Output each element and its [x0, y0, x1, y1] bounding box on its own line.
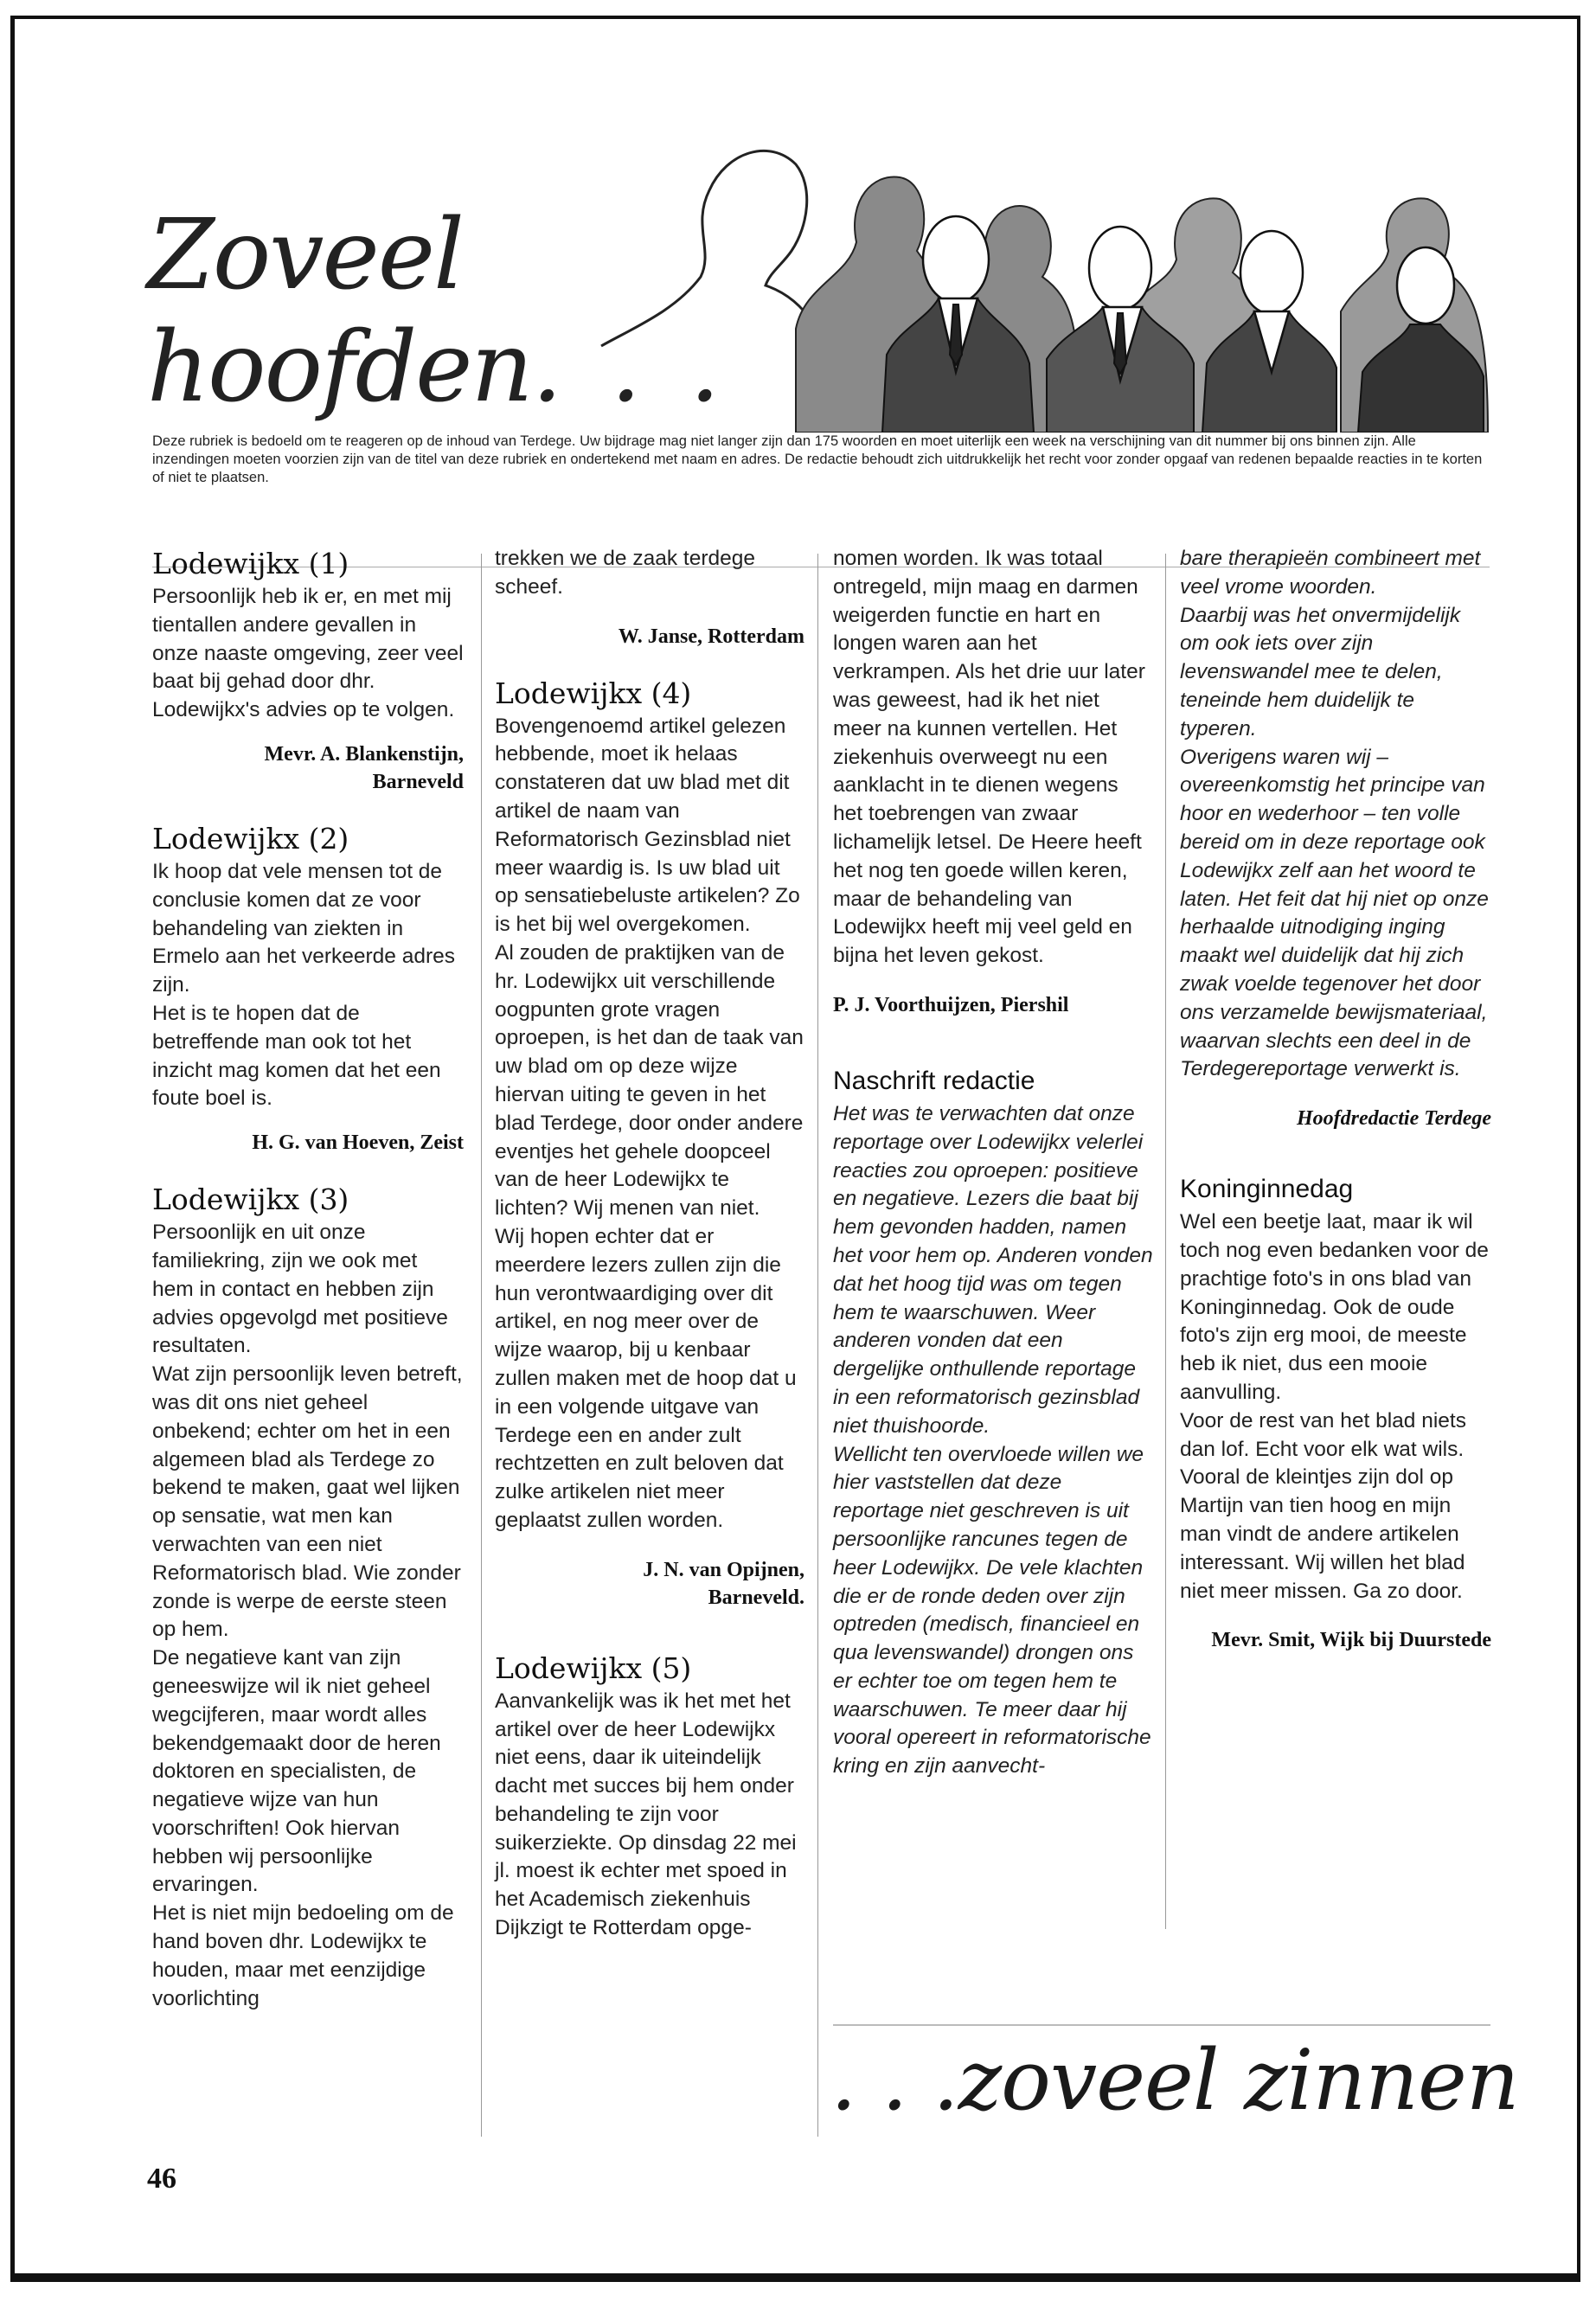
koninginnedag-body: Wel een beetje laat, maar ik wil toch nog even bedanken voor de prachtige foto's in ons blad van Koninginnedag. Ook de oude foto's zijn erg mooi, de meeste heb ik niet, dus een mooie aanvulling. Voor de rest van het blad niets dan lof. Echt voor elk wat wils. Vooral de kleintjes zijn dol op Martijn van tien hoog en mijn man vindt de andere artikelen interessant. Wij willen het blad niet meer missen. Ga zo door.: [1180, 1210, 1489, 1603]
naschrift-signature: Hoofdredactie Terdege: [1296, 1107, 1491, 1131]
letter-2-body: Ik hoop dat vele mensen tot de conclusie komen dat ze voor behandeling van ziekten in Ermelo aan het verkeerde adres zijn. Het is te hopen dat de betreffende man ook tot het inzicht mag komen dat het een foute boel is.: [152, 859, 455, 1111]
column-3: [833, 545, 1153, 1781]
letter-4-heading: Lodewijkx (4): [495, 676, 692, 710]
column-1: [152, 545, 464, 2013]
letter-3-heading: Lodewijkx (3): [152, 1183, 349, 1217]
letter-1-signature: Mevr. A. Blankenstijn, Barneveld: [264, 742, 464, 793]
letter-1-heading: Lodewijkx (1): [152, 547, 349, 580]
column-divider-2: [817, 554, 818, 2137]
letter-3-body-part-1: Persoonlijk en uit onze familiekring, zijn we ook met hem in contact en hebben zijn advies opgevolgd met positieve resultaten. Wat zijn persoonlijk leven betreft, was dit ons niet geheel onbekend; echter om het in een algemeen blad als Terdege zo bekend te maken, gaat wel lijken op sensatie, wat men kan verwachten van een niet Reformatorisch blad. Wie zonder zonde is werpe de eerste steen op hem. De negatieve kant van zijn geneeswijze wil ik niet geheel wegcijferen, maar wordt alles bekendgemaakt door de heren doktoren en specialisten, de negatieve wijze van hun voorschriften! Ook hiervan hebben wij persoonlijke ervaringen. Het is niet mijn bedoeling om de hand boven dhr. Lodewijkx te houden, maar met eenzijdige voorlichting: [152, 1221, 463, 2010]
letter-4-body: Bovengenoemd artikel gelezen hebbende, moet ik helaas constateren dat uw blad met dit artikel de naam van Reformatorisch Gezinsblad niet meer waardig is. Is uw blad uit op sensatiebeluste artikelen? Zo is het bij wel overgekomen. Al zouden de praktijken van de hr. Lodewijkx uit verschillende oogpunten grote vragen oproepen, is het dan de taak van uw blad om op deze wijze hiervan uiting te geven in het blad Terdege, door onder andere eventjes het gehele doopceel van de heer Lodewijkx te lichten? Wij menen van niet. Wij hopen echter dat er meerdere lezers zullen zijn die hun verontwaardiging over dit artikel, en nog meer over de wijze waarop, bij u kenbaar zullen maken met de hoop dat u in een volgende uitgave van Terdege een en ander zult rechtzetten en zult beloven dat zulke artikelen niet meer geplaatst zullen worden.: [495, 714, 804, 1532]
koninginnedag-signature: Mevr. Smit, Wijk bij Duurstede: [1211, 1629, 1491, 1652]
letter-2-signature: H. G. van Hoeven, Zeist: [252, 1131, 464, 1155]
letter-3-signature: W. Janse, Rotterdam: [618, 625, 804, 648]
footer-slogan: . . .zoveel zinnen: [830, 2032, 1519, 2129]
column-divider-1: [481, 554, 482, 2137]
column-2: [495, 545, 804, 1943]
letter-1-body: Persoonlijk heb ik er, en met mij tientallen andere gevallen in onze naaste omgeving, zeer veel baat bij gehad door dhr. Lodewijkx's advies op te volgen.: [152, 585, 464, 722]
letter-5-signature: P. J. Voorthuijzen, Piershil: [833, 993, 1069, 1016]
letter-4-signature: J. N. van Opijnen, Barneveld.: [643, 1558, 804, 1609]
letter-5-body-part-2: nomen worden. Ik was totaal ontregeld, mijn maag en darmen weigerden functie en hart en longen waren aan het verkrampen. Als het drie uur later was geweest, had ik het niet meer na kunnen vertellen. Het ziekenhuis overweegt nu een aanklacht in te dienen wegens het toebrengen van zwaar lichamelijk letsel. De Heere heeft het nog ten goede willen keren, maar de behandeling van Lodewijkx heeft mij veel geld en bijna het leven gekost.: [833, 547, 1145, 968]
title-line-2: hoofden. . .: [147, 311, 729, 424]
column-4: [1180, 545, 1491, 1654]
letter-3-body-part-2: trekken we de zaak terdege scheef.: [495, 547, 755, 599]
page-number: 46: [147, 2163, 176, 2195]
rubric-intro: Deze rubriek is bedoeld om te reageren op de inhoud van Terdege. Uw bijdrage mag niet langer zijn dan 175 woorden en moet uiterlijk een week na verschijning van dit nummer bij ons binnen zijn. Alle inzendingen moeten voorzien zijn van de titel van deze rubriek en ondertekend met naam en adres. De redactie behoudt zich uitdrukkelijk het recht voor zonder opgaaf van redenen bepaalde reacties in te korten of niet te plaatsen.: [152, 433, 1483, 485]
title-line-1: Zoveel: [147, 199, 463, 311]
letter-5-heading: Lodewijkx (5): [495, 1650, 692, 1685]
koninginnedag-heading: Koninginnedag: [1180, 1175, 1354, 1204]
letter-2-heading: Lodewijkx (2): [152, 821, 349, 856]
crowd-of-heads-illustration: [597, 112, 1497, 433]
letter-5-body-part-1: Aanvankelijk was ik het met het artikel over de heer Lodewijkx niet eens, daar ik uiteindelijk dacht met succes bij hem onder behandeling te zijn voor suikerziekte. Op dinsdag 22 mei jl. moest ik echter met spoed in het Academisch ziekenhuis Dijkzigt te Rotterdam opge-: [495, 1689, 797, 1940]
slogan-divider: [833, 2024, 1490, 2026]
naschrift-body-part-2: bare therapieën combineert met veel vrome woorden. Daarbij was het onvermijdelijk om ook iets over zijn levenswandel mee te delen, teneinde hem duidelijk te typeren. Overigens waren wij – overeenkomstig het principe van hoor en wederhoor – ten volle bereid om in deze reportage ook Lodewijkx zelf aan het woord te laten. Het feit dat hij niet op onze herhaalde uitnodiging inging maakt wel duidelijk dat hij zich zwak voelde tegenover het door ons verzamelde bewijsmateriaal, waarvan slechts een deel in de Terdegereportage verwerkt is.: [1180, 547, 1489, 1081]
naschrift-body-part-1: Het was te verwachten dat onze reportage over Lodewijkx velerlei reacties zou oproepen: positieve en negatieve. Lezers die baat bij hem gevonden hadden, namen het voor hem op. Anderen vonden dat het hoog tijd was om tegen hem te waarschuwen. Weer anderen vonden dat een dergelijke onthullende reportage in een reformatorisch gezinsblad niet thuishoorde. Wellicht ten overvloede willen we hier vaststellen dat deze reportage niet geschreven is uit persoonlijke rancunes tegen de heer Lodewijkx. De vele klachten die er de ronde deden over zijn optreden (medisch, financieel en qua levenswandel) drongen ons er echter toe om tegen hem te waarschuwen. Te meer daar hij vooral opereert in reformatorische kring en zijn aanvecht-: [833, 1101, 1153, 1779]
naschrift-heading: Naschrift redactie: [833, 1066, 1035, 1095]
column-divider-3: [1165, 554, 1166, 1929]
